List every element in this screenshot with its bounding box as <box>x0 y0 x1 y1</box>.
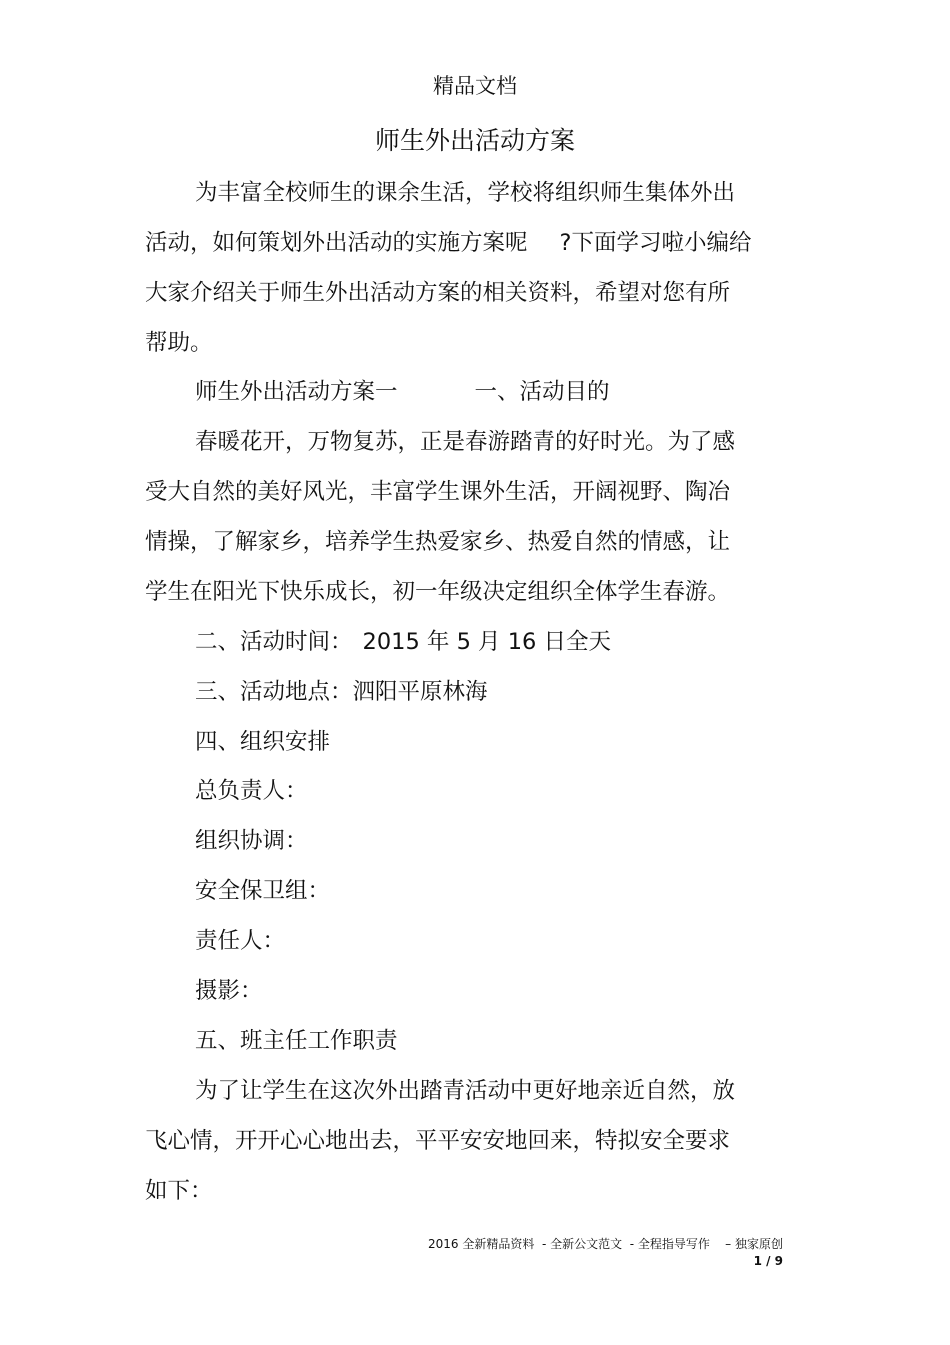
paragraph-line: 情操，了解家乡，培养学生热爱家乡、热爱自然的情感，让 <box>145 529 731 555</box>
paragraph-line: 为丰富全校师生的课余生活，学校将组织师生集体外出 <box>195 180 736 206</box>
paragraph-line: 飞心情，开开心心地出去，平平安安地回来，特拟安全要求 <box>145 1128 731 1154</box>
plan-heading-line <box>195 377 610 407</box>
section-heading: 三、活动地点：泗阳平原林海 <box>195 679 488 705</box>
paragraph-line: 受大自然的美好风光，丰富学生课外生活，开阔视野、陶冶 <box>145 479 731 505</box>
section-heading <box>195 627 611 657</box>
document-title: 师生外出活动方案 <box>374 126 575 155</box>
page-header: 精品文档 <box>433 74 517 98</box>
section-label: 二、活动时间： <box>195 629 353 655</box>
footer-tagline: 2016 全新精品资料 - 全新公文范文 - 全程指导写作 – 独家原创 <box>428 1237 783 1251</box>
paragraph-line: 学生在阳光下快乐成长，初一年级决定组织全体学生春游。 <box>145 579 731 605</box>
paragraph-line: 大家介绍关于师生外出活动方案的相关资料，希望对您有所 <box>145 280 731 306</box>
section-value: 2015 年 5 月 16 日全天 <box>362 629 611 655</box>
paragraph-text: ?下面学习啦小编给 <box>559 230 752 256</box>
role-line: 组织协调： <box>195 828 308 854</box>
section-heading: 四、组织安排 <box>195 729 331 755</box>
paragraph-line: 帮助。 <box>145 330 213 356</box>
paragraph-line: 如下： <box>145 1178 213 1204</box>
role-line: 责任人： <box>195 928 286 954</box>
paragraph-line: 为了让学生在这次外出踏青活动中更好地亲近自然，放 <box>195 1078 736 1104</box>
paragraph-text: 活动，如何策划外出活动的实施方案呢 <box>145 230 528 256</box>
paragraph-line: 春暖花开，万物复苏，正是春游踏青的好时光。为了感 <box>195 429 736 455</box>
role-line: 总负责人： <box>195 778 308 804</box>
page-number: 1 / 9 <box>753 1254 783 1268</box>
plan-heading: 师生外出活动方案一 <box>195 379 398 405</box>
section-heading: 一、活动目的 <box>474 379 610 405</box>
paragraph-line <box>145 228 751 258</box>
role-line: 安全保卫组： <box>195 878 331 904</box>
section-heading: 五、班主任工作职责 <box>195 1028 398 1054</box>
role-line: 摄影： <box>195 978 263 1004</box>
